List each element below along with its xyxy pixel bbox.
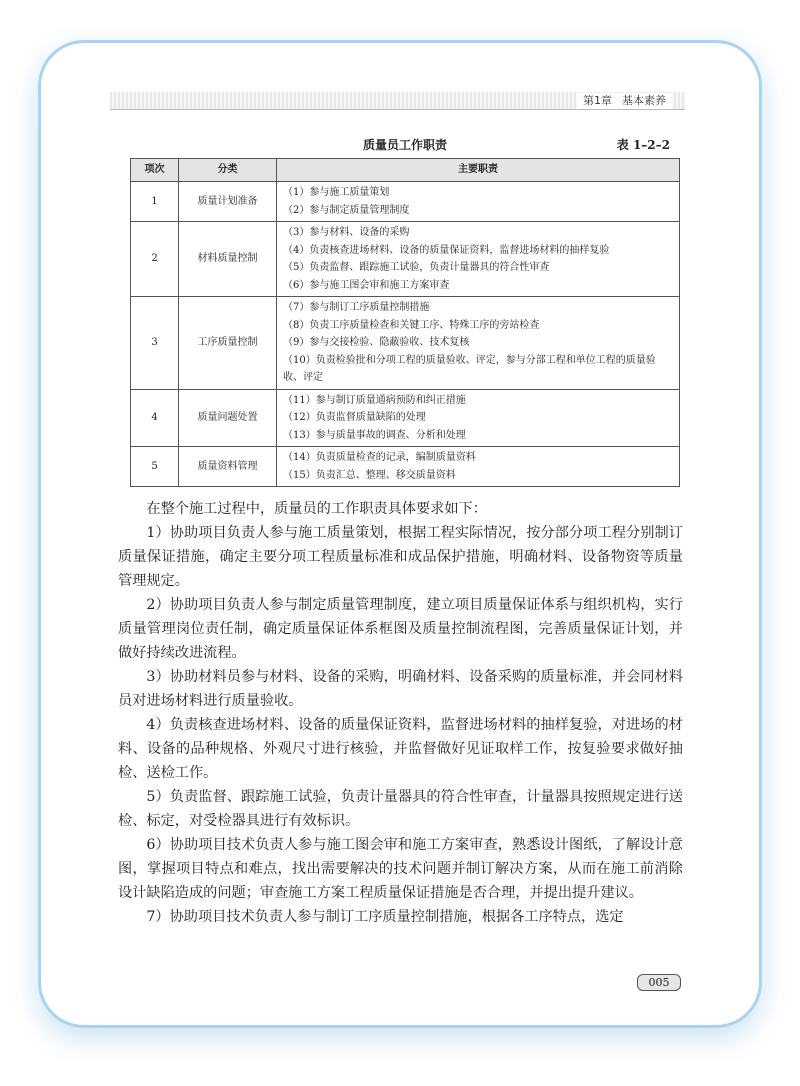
row-category: 工序质量控制 xyxy=(179,297,277,390)
paragraph: 7）协助项目技术负责人参与制订工序质量控制措施，根据各工序特点，选定 xyxy=(146,909,624,925)
row-category: 材料质量控制 xyxy=(179,222,277,297)
duty-item: （2）参与制定质量管理制度 xyxy=(283,204,410,216)
table-row xyxy=(131,222,680,297)
duty-item: （4）负责核查进场材料、设备的质量保证资料，监督进场材料的抽样复验 xyxy=(283,244,610,256)
row-number: 3 xyxy=(131,297,179,390)
duty-item: （6）参与施工图会审和施工方案审查 xyxy=(283,279,450,291)
duty-item: （11）参与制订质量通病预防和纠正措施 xyxy=(283,394,466,406)
column-header: 分类 xyxy=(179,159,277,182)
running-header xyxy=(577,93,672,109)
duties-table xyxy=(130,158,680,487)
table-row xyxy=(131,389,680,447)
duty-item: （12）负责监督质量缺陷的处理 xyxy=(283,412,426,423)
paragraph: 4）负责核查进场材料、设备的质量保证资料，监督进场材料的抽样复验，对进场的材料、设备的品种规格、外观尺寸进行核验，并监督做好见证取样工作，按复验要求做好抽检、送检工作。 xyxy=(118,717,683,781)
table-caption xyxy=(130,136,680,154)
row-duties xyxy=(277,222,680,297)
duty-item: （13）参与质量事故的调查、分析和处理 xyxy=(283,429,466,441)
row-category: 质量计划准备 xyxy=(179,182,277,222)
duty-item: （15）负责汇总、整理、移交质量资料 xyxy=(283,469,456,481)
page-number: 005 xyxy=(637,974,681,991)
duty-item: （5）负责监督、跟踪施工试验，负责计量器具的符合性审查 xyxy=(283,262,550,273)
row-number: 4 xyxy=(131,389,179,447)
chapter-title: 基本素养 xyxy=(622,94,666,107)
row-category: 质量问题处置 xyxy=(179,389,277,447)
table-number: 表 1–2–2 xyxy=(616,138,670,152)
table-title: 质量员工作职责 xyxy=(362,138,447,152)
row-category: 质量资料管理 xyxy=(179,447,277,487)
paragraph: 3）协助材料员参与材料、设备的采购，明确材料、设备采购的质量标准，并会同材料员对进场材料进行质量验收。 xyxy=(118,669,683,709)
paragraph: 2）协助项目负责人参与制定质量管理制度，建立项目质量保证体系与组织机构，实行质量管理岗位责任制，确定质量保证体系框图及质量控制流程图，完善质量保证计划，并做好持续改进流程。 xyxy=(118,597,683,661)
duty-item: （7）参与制订工序质量控制措施 xyxy=(283,302,430,313)
column-header: 项次 xyxy=(131,159,179,182)
paragraph: 在整个施工过程中，质量员的工作职责具体要求如下： xyxy=(146,501,487,517)
duty-item: （9）参与交接检验、隐蔽验收、技术复核 xyxy=(283,337,470,348)
duty-item: （10）负责检验批和分项工程的质量验收、评定，参与分部工程和单位工程的质量验收、评定 xyxy=(283,354,656,383)
duty-item: （3）参与材料、设备的采购 xyxy=(283,227,410,238)
duty-item: （8）负责工序质量检查和关键工序、特殊工序的旁站检查 xyxy=(283,319,540,331)
table-row xyxy=(131,297,680,390)
row-duties xyxy=(277,447,680,487)
row-duties xyxy=(277,297,680,390)
body-text xyxy=(118,497,683,929)
duty-item: （14）负责质量检查的记录，编制质量资料 xyxy=(283,452,476,463)
column-header: 主要职责 xyxy=(277,159,680,182)
table-row xyxy=(131,447,680,487)
row-duties xyxy=(277,182,680,222)
paragraph: 6）协助项目技术负责人参与施工图会审和施工方案审查，熟悉设计图纸，了解设计意图，掌握项目特点和难点，找出需要解决的技术问题并制订解决方案，从而在施工前消除设计缺陷造成的问题；审查施工方案工程质量保证措施是否合理，并提出提升建议。 xyxy=(118,837,683,901)
row-duties xyxy=(277,389,680,447)
paragraph: 5）负责监督、跟踪施工试验，负责计量器具的符合性审查，计量器具按照规定进行送检、标定，对受检器具进行有效标识。 xyxy=(118,789,683,829)
paragraph: 1）协助项目负责人参与施工质量策划，根据工程实际情况，按分部分项工程分别制订质量保证措施，确定主要分项工程质量标准和成品保护措施，明确材料、设备物资等质量管理规定。 xyxy=(118,525,683,589)
row-number: 5 xyxy=(131,447,179,487)
header-rule xyxy=(110,109,685,110)
row-number: 2 xyxy=(131,222,179,297)
row-number: 1 xyxy=(131,182,179,222)
table-row xyxy=(131,182,680,222)
duty-item: （1）参与施工质量策划 xyxy=(283,187,390,198)
chapter-label: 第1章 xyxy=(583,94,612,107)
table-header-row xyxy=(131,159,680,182)
